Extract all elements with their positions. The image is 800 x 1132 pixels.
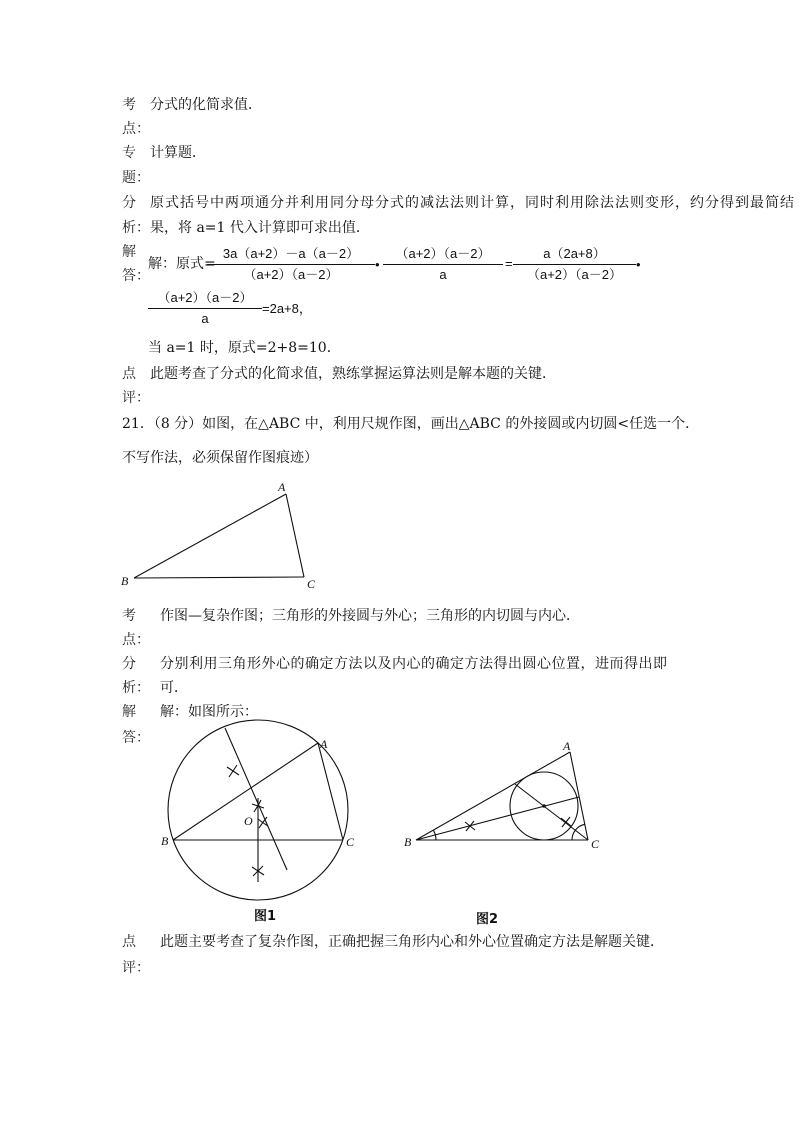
fenxi-label-bottom-21: 析：	[122, 680, 150, 696]
dianping-text-21: 此题主要考查了复杂作图，正确把握三角形内心和外心位置确定方法是解题关键．	[160, 934, 664, 950]
figure2-label-b: B	[404, 835, 412, 849]
triangle-side-ba	[134, 494, 286, 578]
circumcircle-figure	[150, 715, 365, 907]
kaodian-label-bottom: 点：	[122, 121, 150, 137]
jieda-label-bottom: 答：	[122, 268, 150, 284]
arc-mark-b-bisector	[465, 821, 475, 831]
figure1-caption: 图1	[254, 909, 277, 924]
dianping-label-bottom-21: 评：	[122, 960, 150, 976]
arc-mark-1	[227, 765, 239, 777]
fraction-1	[207, 244, 375, 285]
figure2-side-ba	[416, 752, 570, 840]
triangle-side-ac	[286, 494, 304, 577]
figure1-label-c: C	[346, 835, 355, 849]
fenxi-line-2-21: 可．	[160, 680, 188, 696]
fraction-4-numerator: （a+2）（a－2）	[157, 290, 253, 305]
incircle-figure	[398, 735, 608, 855]
multiply-dot-2: •	[636, 257, 641, 272]
fraction-4	[148, 288, 262, 329]
solution-prefix: 解：原式=	[148, 256, 216, 272]
fraction-2-numerator: （a+2）（a－2）	[395, 246, 491, 261]
incenter-point	[542, 804, 546, 808]
kaodian-label-bottom-21: 点：	[122, 632, 150, 648]
fraction-3	[513, 244, 636, 285]
fraction-1-numerator: 3a（a+2）－a（a－2）	[222, 246, 360, 261]
fenxi-line-1: 原式括号中两项通分并利用同分母分式的减法法则计算，同时利用除法法则变形，约分得到最简结	[150, 195, 795, 211]
fenxi-label-top: 分	[122, 195, 136, 211]
jieda-text-21: 解：如图所示：	[160, 704, 258, 720]
dianping-text: 此题考查了分式的化简求值，熟练掌握运算法则是解本题的关键．	[150, 366, 556, 382]
simplified-result: =2a+8，	[262, 301, 312, 316]
figure1-label-o: O	[244, 814, 253, 828]
vertex-label-c: C	[307, 577, 316, 591]
figure1-label-a: A	[320, 737, 328, 751]
arc-mark-c-bisector	[561, 817, 571, 827]
question-21-stem-line-1: 21．（8 分）如图，在△ABC 中，利用尺规作图，画出△ABC 的外接圆或内切圆<任选一个．	[122, 416, 700, 432]
zhuanti-label-top: 专	[122, 145, 136, 161]
fraction-4-denominator: a	[201, 311, 209, 326]
substitution-line: 当 a=1 时，原式=2+8=10．	[148, 340, 341, 356]
figure2-label-c: C	[591, 837, 600, 851]
zhuanti-text: 计算题．	[150, 145, 206, 161]
fenxi-line-2: 果，将 a=1 代入计算即可求出值．	[150, 220, 370, 236]
figure1-label-b: B	[161, 834, 169, 848]
triangle-side-bc	[134, 577, 304, 578]
fraction-2-denominator: a	[439, 267, 447, 282]
jieda-label-top: 解	[122, 244, 136, 260]
fraction-2	[383, 244, 503, 285]
dianping-label-bottom: 评：	[122, 390, 150, 406]
zhuanti-label-bottom: 题：	[122, 170, 150, 186]
equals-sign: =	[505, 256, 513, 271]
fenxi-label-top-21: 分	[122, 656, 136, 672]
angle-bisector-b	[416, 797, 579, 840]
dianping-label-top: 点	[122, 366, 136, 382]
kaodian-label-top-21: 考	[122, 608, 136, 624]
fraction-3-denominator: （a+2）（a－2）	[526, 267, 622, 282]
question-21-stem-line-2: 不写作法，必须保留作图痕迹）	[122, 450, 318, 466]
figure2-caption: 图2	[476, 912, 499, 927]
kaodian-text-21: 作图—复杂作图；三角形的外接圆与外心；三角形的内切圆与内心．	[160, 608, 580, 624]
question-triangle-figure	[110, 470, 330, 595]
multiply-dot-1: •	[375, 257, 380, 272]
figure2-label-a: A	[563, 739, 571, 753]
fenxi-label-bottom: 析：	[122, 220, 150, 236]
jieda-label-bottom-21: 答：	[122, 730, 150, 746]
fenxi-line-1-21: 分别利用三角形外心的确定方法以及内心的确定方法得出圆心位置，进而得出即	[160, 656, 668, 672]
vertex-label-a: A	[278, 480, 286, 494]
fraction-1-denominator: （a+2）（a－2）	[243, 267, 339, 282]
dianping-label-top-21: 点	[122, 934, 136, 950]
kaodian-label-top: 考	[122, 97, 136, 113]
fraction-3-numerator: a（2a+8）	[543, 246, 606, 261]
kaodian-text: 分式的化简求值．	[150, 97, 262, 113]
jieda-label-top-21: 解	[122, 704, 136, 720]
vertex-label-b: B	[121, 574, 129, 588]
